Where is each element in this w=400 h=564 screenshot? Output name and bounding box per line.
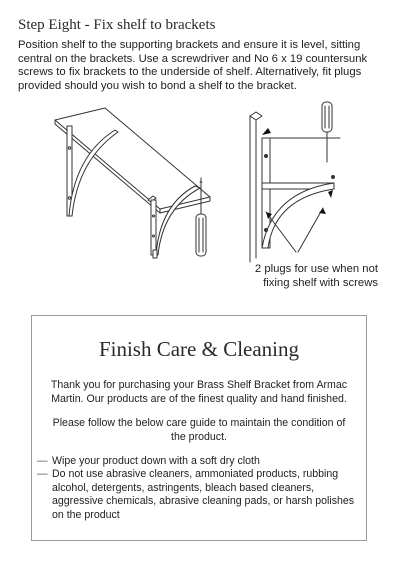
list-item <box>36 455 358 468</box>
plug-marker-icon <box>262 128 271 135</box>
plugs-caption <box>240 262 378 290</box>
dash-bullet-icon: — <box>37 455 48 467</box>
plug-detail-drawing <box>250 102 340 262</box>
dash-bullet-icon: — <box>37 468 48 481</box>
care-instructions-list <box>36 455 358 522</box>
step-title: Step Eight - Fix shelf to brackets <box>18 17 216 33</box>
plugs-caption-line1: 2 plugs for use when not <box>254 263 378 275</box>
plugs-caption-line2: fixing shelf with screws <box>263 277 378 289</box>
care-title: Finish Care & Cleaning <box>98 337 300 361</box>
shelf-assembly-drawing <box>55 108 210 258</box>
step-instructions: Position shelf to the supporting brackets and ensure it is level, sitting central on the brackets. Use a screwdriver and No 6 x 19 countersunk screws to fix brackets to the underside of shelf. Alternatively, fit plugs provided should you wish to bond a shelf to the bracket. <box>18 39 368 92</box>
care-intro: Thank you for purchasing your Brass Shelf Bracket from Armac Martin. Our products are of the finest quality and hand finished. <box>50 379 348 405</box>
screwdriver-icon <box>322 102 332 162</box>
care-guide-note: Please follow the below care guide to maintain the condition of the product. <box>52 417 346 443</box>
plug-marker-icon <box>328 190 333 198</box>
care-item-text: Wipe your product down with a soft dry cloth <box>52 455 260 467</box>
list-item <box>36 468 358 522</box>
care-item-text: Do not use abrasive cleaners, ammoniated products, rubbing alcohol, detergents, astringents, bleach based cleaners, aggressive chemicals, abrasive cleaning pads, or harsh polishes on the product <box>52 468 355 521</box>
finish-care-panel <box>31 315 367 541</box>
